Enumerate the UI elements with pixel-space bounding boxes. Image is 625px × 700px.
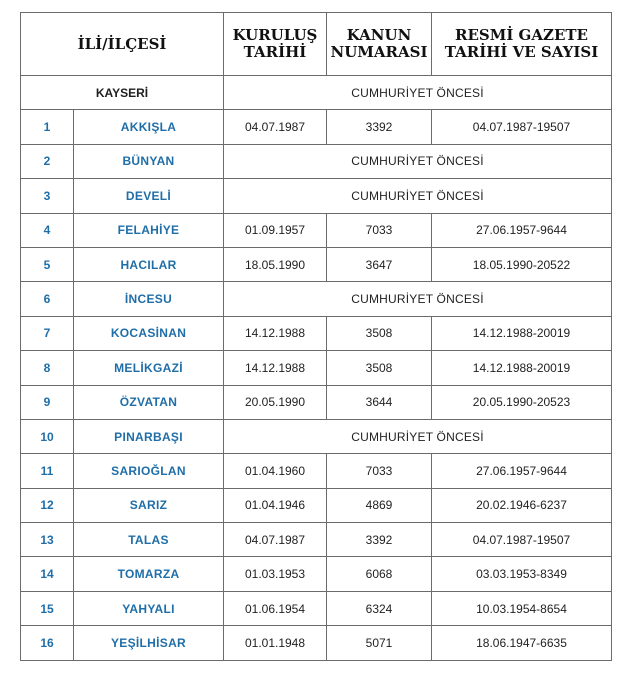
table-row: [21, 454, 612, 488]
districts-table: [20, 12, 612, 661]
header-name: İLİ/İLÇESİ: [21, 13, 224, 76]
row-number: 9: [21, 385, 74, 419]
pre-republic-cell: CUMHURİYET ÖNCESİ: [224, 179, 612, 213]
gazette-date-number: 04.07.1987-19507: [432, 110, 612, 144]
gazette-date-number: 27.06.1957-9644: [432, 454, 612, 488]
law-number: 3644: [327, 385, 432, 419]
district-name: HACILAR: [74, 247, 224, 281]
district-name: TALAS: [74, 523, 224, 557]
founding-date: 04.07.1987: [224, 523, 327, 557]
row-number: 4: [21, 213, 74, 247]
pre-republic-cell: CUMHURİYET ÖNCESİ: [224, 419, 612, 453]
header-founding-date: KURULUŞ TARİHİ: [224, 13, 327, 76]
province-status: CUMHURİYET ÖNCESİ: [224, 76, 612, 110]
table-row: [21, 626, 612, 660]
law-number: 5071: [327, 626, 432, 660]
founding-date: 04.07.1987: [224, 110, 327, 144]
law-number: 6068: [327, 557, 432, 591]
pre-republic-cell: CUMHURİYET ÖNCESİ: [224, 144, 612, 178]
law-number: 6324: [327, 591, 432, 625]
row-number: 8: [21, 351, 74, 385]
district-name: BÜNYAN: [74, 144, 224, 178]
district-name: YEŞİLHİSAR: [74, 626, 224, 660]
district-name: AKKIŞLA: [74, 110, 224, 144]
law-number: 7033: [327, 213, 432, 247]
founding-date: 01.01.1948: [224, 626, 327, 660]
table-row: [21, 316, 612, 350]
district-name: SARIOĞLAN: [74, 454, 224, 488]
table-row: [21, 591, 612, 625]
row-number: 16: [21, 626, 74, 660]
table-row: [21, 351, 612, 385]
gazette-date-number: 14.12.1988-20019: [432, 316, 612, 350]
district-name: KOCASİNAN: [74, 316, 224, 350]
law-number: 4869: [327, 488, 432, 522]
law-number: 3392: [327, 523, 432, 557]
founding-date: 20.05.1990: [224, 385, 327, 419]
row-number: 13: [21, 523, 74, 557]
gazette-date-number: 03.03.1953-8349: [432, 557, 612, 591]
founding-date: 01.04.1960: [224, 454, 327, 488]
province-name: KAYSERİ: [21, 76, 224, 110]
founding-date: 01.06.1954: [224, 591, 327, 625]
row-number: 3: [21, 179, 74, 213]
table-row: [21, 557, 612, 591]
founding-date: 01.03.1953: [224, 557, 327, 591]
row-number: 14: [21, 557, 74, 591]
pre-republic-cell: CUMHURİYET ÖNCESİ: [224, 282, 612, 316]
law-number: 3392: [327, 110, 432, 144]
gazette-date-number: 10.03.1954-8654: [432, 591, 612, 625]
row-number: 1: [21, 110, 74, 144]
table-row: [21, 144, 612, 178]
gazette-date-number: 20.02.1946-6237: [432, 488, 612, 522]
row-number: 15: [21, 591, 74, 625]
district-name: ÖZVATAN: [74, 385, 224, 419]
district-name: SARIZ: [74, 488, 224, 522]
row-number: 2: [21, 144, 74, 178]
header-row: [21, 13, 612, 76]
table-row: [21, 110, 612, 144]
district-name: YAHYALI: [74, 591, 224, 625]
header-gazette: RESMİ GAZETE TARİHİ VE SAYISI: [432, 13, 612, 76]
header-law-number: KANUN NUMARASI: [327, 13, 432, 76]
district-name: İNCESU: [74, 282, 224, 316]
district-name: TOMARZA: [74, 557, 224, 591]
row-number: 12: [21, 488, 74, 522]
founding-date: 18.05.1990: [224, 247, 327, 281]
table-row: [21, 282, 612, 316]
law-number: 3508: [327, 351, 432, 385]
gazette-date-number: 14.12.1988-20019: [432, 351, 612, 385]
founding-date: 01.09.1957: [224, 213, 327, 247]
law-number: 3647: [327, 247, 432, 281]
table-row: [21, 179, 612, 213]
row-number: 11: [21, 454, 74, 488]
gazette-date-number: 18.06.1947-6635: [432, 626, 612, 660]
table-row: [21, 385, 612, 419]
founding-date: 01.04.1946: [224, 488, 327, 522]
row-number: 5: [21, 247, 74, 281]
founding-date: 14.12.1988: [224, 316, 327, 350]
gazette-date-number: 04.07.1987-19507: [432, 523, 612, 557]
table-row: [21, 213, 612, 247]
district-name: FELAHİYE: [74, 213, 224, 247]
gazette-date-number: 20.05.1990-20523: [432, 385, 612, 419]
gazette-date-number: 27.06.1957-9644: [432, 213, 612, 247]
law-number: 7033: [327, 454, 432, 488]
district-name: MELİKGAZİ: [74, 351, 224, 385]
district-name: PINARBAŞI: [74, 419, 224, 453]
province-row: [21, 76, 612, 110]
row-number: 10: [21, 419, 74, 453]
row-number: 7: [21, 316, 74, 350]
table-row: [21, 488, 612, 522]
law-number: 3508: [327, 316, 432, 350]
district-name: DEVELİ: [74, 179, 224, 213]
row-number: 6: [21, 282, 74, 316]
founding-date: 14.12.1988: [224, 351, 327, 385]
table-row: [21, 247, 612, 281]
table-row: [21, 419, 612, 453]
table-row: [21, 523, 612, 557]
gazette-date-number: 18.05.1990-20522: [432, 247, 612, 281]
